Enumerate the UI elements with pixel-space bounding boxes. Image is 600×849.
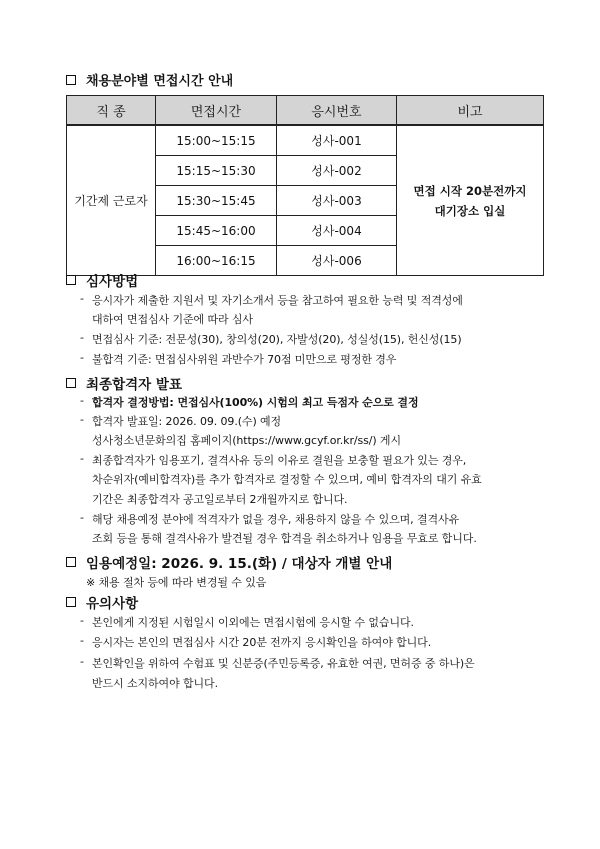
checkbox-square-icon: [66, 378, 76, 388]
section-heading-screening: [66, 270, 138, 290]
header-job-type: 직 종: [67, 96, 156, 126]
time-cell: 15:45~16:00: [156, 216, 277, 246]
checkbox-square-icon: [66, 275, 76, 285]
bullet-dash: -: [80, 394, 84, 407]
final-line-4: 최종합격자가 임용포기, 결격사유 등의 이유로 결원을 보충할 필요가 있는 경우,: [92, 454, 467, 467]
caution-line-1: 본인에게 지정된 시험일시 이외에는 면접시험에 응시할 수 없습니다.: [92, 616, 414, 629]
appointment-note: ※ 채용 절차 등에 따라 변경될 수 있음: [86, 576, 267, 589]
header-interview-time: 면접시간: [156, 96, 277, 126]
section-heading-appointment-date: [66, 552, 392, 572]
caution-line-3: 본인확인을 위하여 수험표 및 신분증(주민등록증, 유효한 여권, 면허증 중 하나)은: [92, 657, 475, 670]
time-cell: 15:15~15:30: [156, 156, 277, 186]
final-line-1: 합격자 결정방법: 면접심사(100%) 시험의 최고 득점자 순으로 결정: [92, 396, 419, 409]
time-cell: 15:30~15:45: [156, 186, 277, 216]
final-line-8: 조회 등을 통해 결격사유가 발견될 경우 합격을 취소하거나 임용을 무효로 합니다.: [92, 532, 477, 545]
screening-line-3: 면접심사 기준: 전문성(30), 창의성(20), 자발성(20), 성실성(15), 헌신성(15): [92, 333, 462, 346]
final-line-5: 차순위자(예비합격자)를 추가 합격자로 결정할 수 있으며, 예비 합격자의 대기 유효: [92, 473, 482, 486]
time-cell: 16:00~16:15: [156, 246, 277, 276]
final-line-3: 성사청소년문화의집 홈페이지(https://www.gcyf.or.kr/ss/) 게시: [92, 434, 401, 447]
checkbox-square-icon: [66, 597, 76, 607]
screening-line-2: 대하여 면접심사 기준에 따라 심사: [92, 313, 253, 326]
bullet-dash: -: [80, 655, 84, 668]
number-cell: 성사-001: [277, 125, 397, 156]
bullet-dash: -: [80, 634, 84, 647]
job-type-cell: 기간제 근로자: [67, 125, 156, 276]
caution-line-2: 응시자는 본인의 면접심사 시간 20분 전까지 응시확인을 하여야 합니다.: [92, 636, 432, 649]
final-line-7: 해당 채용예정 분야에 적격자가 없을 경우, 채용하지 않을 수 있으며, 결격사유: [92, 513, 460, 526]
remarks-line-2: 대기장소 입실: [434, 203, 506, 218]
caution-line-4: 반드시 소지하여야 합니다.: [92, 677, 218, 690]
section-title: 임용예정일: 2026. 9. 15.(화) / 대상자 개별 안내: [86, 556, 393, 572]
interview-schedule-table: [66, 95, 544, 276]
header-applicant-number: 응시번호: [277, 96, 397, 126]
bullet-dash: -: [80, 351, 84, 364]
section-title: 채용분야별 면접시간 안내: [86, 74, 234, 89]
bullet-dash: -: [80, 292, 84, 305]
time-cell: 15:00~15:15: [156, 125, 277, 156]
checkbox-square-icon: [66, 557, 76, 567]
number-cell: 성사-004: [277, 216, 397, 246]
section-heading-final-announcement: [66, 373, 182, 393]
final-line-6: 기간은 최종합격자 공고일로부터 2개월까지로 합니다.: [92, 493, 348, 506]
bullet-dash: -: [80, 331, 84, 344]
bullet-dash: -: [80, 614, 84, 627]
number-cell: 성사-002: [277, 156, 397, 186]
screening-line-4: 불합격 기준: 면접심사위원 과반수가 70점 미만으로 평정한 경우: [92, 353, 397, 366]
section-heading-cautions: [66, 592, 138, 612]
final-line-2: 합격자 발표일: 2026. 09. 09.(수) 예정: [92, 415, 282, 428]
section-title: 최종합격자 발표: [86, 377, 182, 393]
table-row: [67, 125, 544, 156]
remarks-line-1: 면접 시작 20분전까지: [413, 183, 527, 198]
number-cell: 성사-006: [277, 246, 397, 276]
section-title: 심사방법: [86, 274, 139, 290]
bullet-dash: -: [80, 511, 84, 524]
section-title: 유의사항: [86, 596, 139, 612]
checkbox-square-icon: [66, 75, 76, 85]
remarks-cell: [397, 125, 544, 276]
bullet-dash: -: [80, 413, 84, 426]
screening-line-1: 응시자가 제출한 지원서 및 자기소개서 등을 참고하여 필요한 능력 및 적격성에: [92, 294, 463, 307]
table-header-row: [67, 96, 544, 126]
bullet-dash: -: [80, 452, 84, 465]
number-cell: 성사-003: [277, 186, 397, 216]
header-remarks: 비고: [397, 96, 544, 126]
section-heading-interview-schedule: [66, 70, 233, 89]
